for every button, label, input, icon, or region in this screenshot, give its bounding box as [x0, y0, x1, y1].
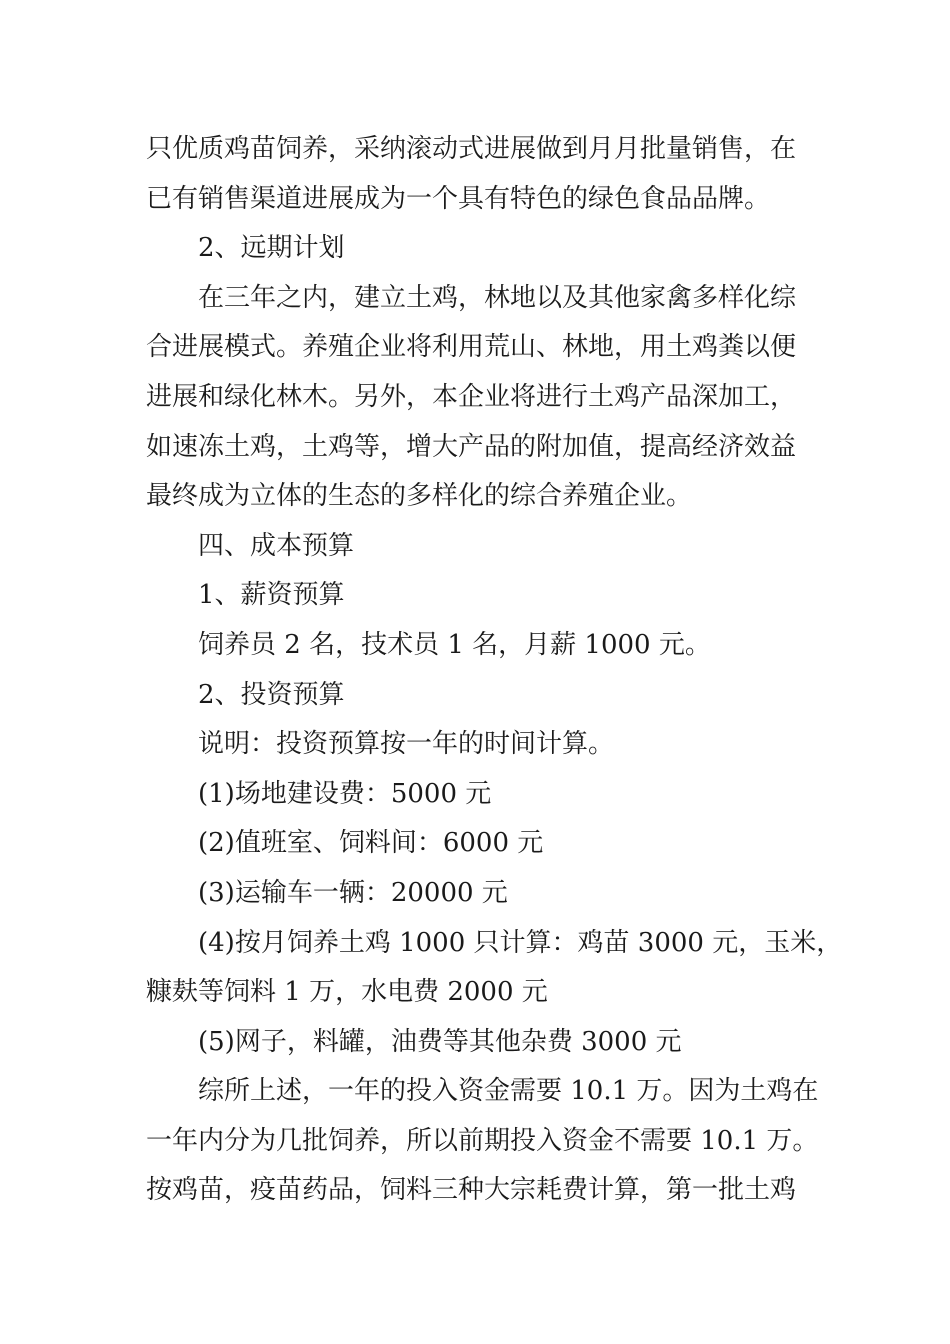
text-line: 糠麸等饲料 1 万，水电费 2000 元 — [146, 977, 548, 1008]
text-line: 合进展模式。养殖企业将利用荒山、林地，用土鸡粪以便 — [146, 332, 797, 363]
text-line: 按鸡苗，疫苗药品，饲料三种大宗耗费计算，第一批土鸡 — [146, 1175, 797, 1206]
text-line: 进展和绿化林木。另外，本企业将进行土鸡产品深加工， — [146, 381, 797, 412]
list-item: (2)值班室、饲料间：6000 元 — [198, 828, 544, 859]
section-heading: 1、薪资预算 — [198, 580, 345, 611]
text-line: 只优质鸡苗饲养，采纳滚动式进展做到月月批量销售，在 — [146, 134, 797, 164]
document-body — [146, 125, 843, 1216]
text-line: 已有销售渠道进展成为一个具有特色的绿色食品品牌。 — [146, 183, 771, 214]
text-line: 一年内分为几批饲养，所以前期投入资金不需要 10.1 万。 — [146, 1125, 819, 1156]
section-heading: 2、投资预算 — [198, 679, 345, 710]
list-item: (5)网子，料罐，油费等其他杂费 3000 元 — [198, 1026, 682, 1057]
section-heading: 2、远期计划 — [198, 233, 345, 264]
text-line: 饲养员 2 名，技术员 1 名，月薪 1000 元。 — [198, 629, 711, 660]
text-line: 在三年之内，建立土鸡，林地以及其他家禽多样化综 — [198, 282, 797, 313]
section-heading: 四、成本预算 — [198, 530, 355, 561]
list-item: (3)运输车一辆：20000 元 — [198, 877, 508, 908]
text-line: 综所上述，一年的投入资金需要 10.1 万。因为土鸡在 — [198, 1076, 819, 1107]
list-item: (1)场地建设费：5000 元 — [198, 778, 492, 809]
text-line: 最终成为立体的生态的多样化的综合养殖企业。 — [146, 481, 693, 512]
list-item: (4)按月饲养土鸡 1000 只计算：鸡苗 3000 元，玉米， — [198, 927, 843, 958]
text-line: 说明：投资预算按一年的时间计算。 — [198, 729, 615, 760]
text-line: 如速冻土鸡，土鸡等，增大产品的附加值，提高经济效益 — [146, 431, 797, 462]
